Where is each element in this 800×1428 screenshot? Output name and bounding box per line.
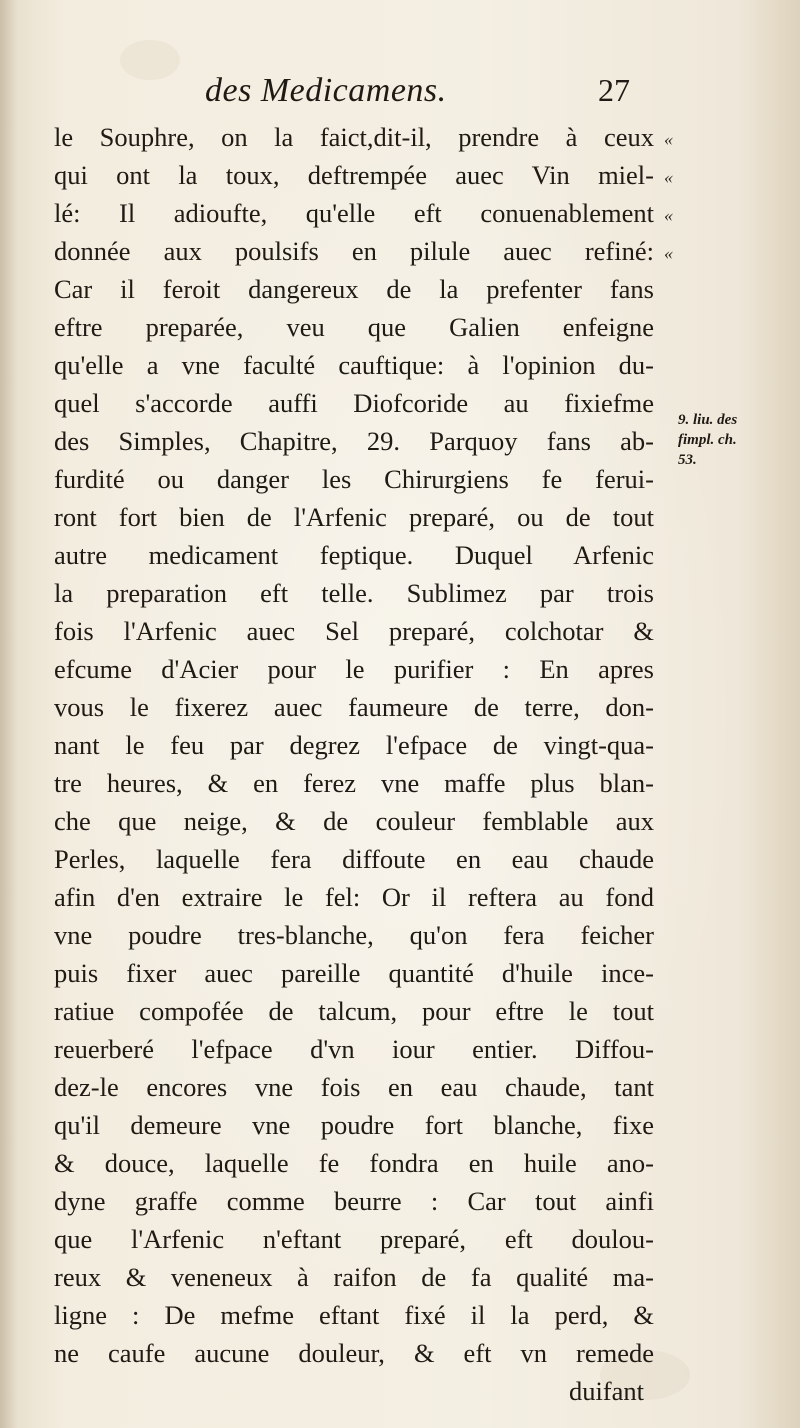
text-line: ne caufe aucune douleur, & eft vn remede: [54, 1338, 654, 1368]
text-line: & douce, laquelle fe fondra en huile ano-: [54, 1148, 654, 1178]
text-line: reuerberé l'efpace d'vn iour entier. Diffou-: [54, 1034, 654, 1064]
text-line: des Simples, Chapitre, 29. Parquoy fans ab-: [54, 426, 654, 456]
quote-mark: «: [664, 205, 673, 225]
text-line: efcume d'Acier pour le purifier : En apres: [54, 654, 654, 684]
margin-note: [678, 410, 793, 470]
margin-note-line: fimpl. ch.: [678, 432, 737, 448]
text-line: puis fixer auec pareille quantité d'huile ince-: [54, 958, 654, 988]
quote-mark: «: [664, 167, 673, 187]
body-text: [54, 118, 654, 1410]
text-line: fois l'Arfenic auec Sel preparé, colchotar &: [54, 616, 654, 646]
text-line: furdité ou danger les Chirurgiens fe ferui-: [54, 464, 654, 494]
quote-mark: «: [664, 243, 673, 263]
text-line: vne poudre tres-blanche, qu'on fera feicher: [54, 920, 654, 950]
text-line: reux & veneneux à raifon de fa qualité ma-: [54, 1262, 654, 1292]
text-line: donnée aux poulsifs en pilule auec refiné:: [54, 236, 654, 266]
text-line: che que neige, & de couleur femblable aux: [54, 806, 654, 836]
text-line: le Souphre, on la faict,dit-il, prendre à ceux: [54, 122, 654, 152]
text-line: qui ont la toux, deftrempée auec Vin miel-: [54, 160, 654, 190]
text-line: qu'elle a vne faculté cauftique: à l'opinion du-: [54, 350, 654, 380]
text-line: nant le feu par degrez l'efpace de vingt-qua-: [54, 730, 654, 760]
text-line: autre medicament feptique. Duquel Arfenic: [54, 540, 654, 570]
page-number: 27: [598, 72, 630, 108]
text-line: quel s'accorde auffi Diofcoride au fixiefme: [54, 388, 654, 418]
running-header: [0, 72, 800, 116]
quote-mark: «: [664, 129, 673, 149]
text-line: ratiue compofée de talcum, pour eftre le tout: [54, 996, 654, 1026]
catchword: duifant: [568, 1376, 644, 1406]
spine-shadow: [0, 0, 18, 1428]
text-line: dyne graffe comme beurre : Car tout ainfi: [54, 1186, 654, 1216]
text-line: qu'il demeure vne poudre fort blanche, fixe: [54, 1110, 654, 1140]
text-line: dez-le encores vne fois en eau chaude, tant: [54, 1072, 654, 1102]
text-line: que l'Arfenic n'eftant preparé, eft doulou-: [54, 1224, 654, 1254]
text-line: la preparation eft telle. Sublimez par trois: [54, 578, 654, 608]
text-line: afin d'en extraire le fel: Or il reftera au fond: [54, 882, 654, 912]
text-line: Perles, laquelle fera diffoute en eau chaude: [54, 844, 654, 874]
text-line: ront fort bien de l'Arfenic preparé, ou de tout: [54, 502, 654, 532]
text-line: Car il feroit dangereux de la prefenter fans: [54, 274, 654, 304]
margin-note-line: 53.: [678, 452, 697, 468]
text-line: vous le fixerez auec faumeure de terre, don-: [54, 692, 654, 722]
quote-marks-column: [664, 118, 694, 270]
text-line: eftre preparée, veu que Galien enfeigne: [54, 312, 654, 342]
running-head-title: des Medicamens.: [205, 72, 447, 109]
text-line: ligne : De mefme eftant fixé il la perd, &: [54, 1300, 654, 1330]
text-line: lé: Il adioufte, qu'elle eft conuenablement: [54, 198, 654, 228]
text-line: tre heures, & en ferez vne maffe plus blan-: [54, 768, 654, 798]
margin-note-line: 9. liu. des: [678, 412, 738, 428]
